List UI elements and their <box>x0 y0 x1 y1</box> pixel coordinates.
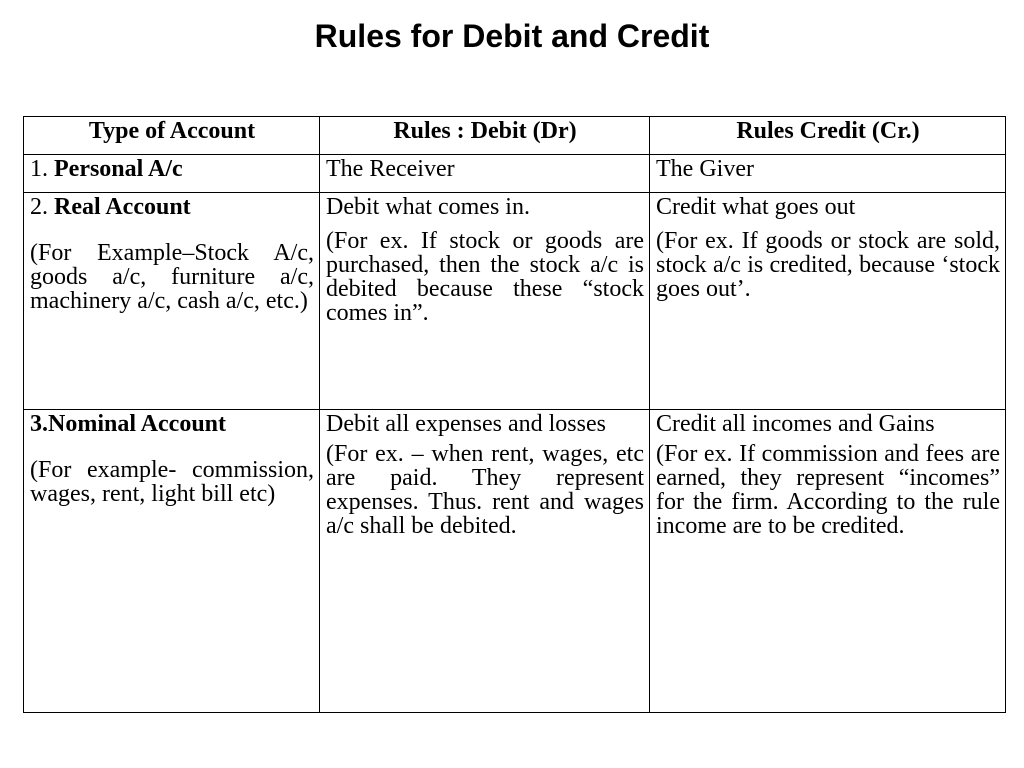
cell-nominal-credit <box>650 410 1006 713</box>
cell-real-type <box>24 193 320 410</box>
cell-personal-debit: The Receiver <box>320 155 650 193</box>
table-row-real <box>24 193 1006 410</box>
real-type-example: (For Example–Stock A/c, goods a/c, furniture a/c, machinery a/c, cash a/c, etc.) <box>30 240 314 314</box>
slide-title: Rules for Debit and Credit <box>314 18 710 54</box>
rules-table <box>23 116 1006 713</box>
cell-real-debit <box>320 193 650 410</box>
cell-real-credit <box>650 193 1006 410</box>
header-credit-rule: Rules Credit (Cr.) <box>650 117 1006 155</box>
nominal-credit-rule: Credit all incomes and Gains <box>656 411 935 437</box>
real-credit-rule: Credit what goes out <box>656 194 856 220</box>
cell-personal-credit: The Giver <box>650 155 1006 193</box>
table-row-nominal <box>24 410 1006 713</box>
cell-personal-type <box>24 155 320 193</box>
real-debit-rule: Debit what comes in. <box>326 194 530 220</box>
real-number: 2. <box>30 194 54 220</box>
real-credit-example: (For ex. If goods or stock are sold, stock a/c is credited, because ‘stock goes out’. <box>656 228 1000 302</box>
nominal-debit-example: (For ex. – when rent, wages, etc are paid. They represent expenses. Thus. rent and wages a/c shall be debited. <box>326 441 644 539</box>
nominal-debit-rule: Debit all expenses and losses <box>326 411 606 437</box>
real-debit-example: (For ex. If stock or goods are purchased, then the stock a/c is debited because these “stock comes in”. <box>326 228 644 326</box>
nominal-type-example: (For example- commission, wages, rent, light bill etc) <box>30 457 314 507</box>
cell-nominal-debit <box>320 410 650 713</box>
table-row-personal <box>24 155 1006 193</box>
header-debit-rule: Rules : Debit (Dr) <box>320 117 650 155</box>
header-type-of-account: Type of Account <box>24 117 320 155</box>
cell-nominal-type <box>24 410 320 713</box>
nominal-type-label: 3.Nominal Account <box>30 411 227 437</box>
real-type-label: Real Account <box>54 194 191 220</box>
table-header-row <box>24 117 1006 155</box>
personal-type-label: Personal A/c <box>54 156 183 182</box>
nominal-credit-example: (For ex. If commission and fees are earned, they represent “incomes” for the firm. According to the rule income are to be credited. <box>656 441 1000 539</box>
personal-number: 1. <box>30 156 54 182</box>
